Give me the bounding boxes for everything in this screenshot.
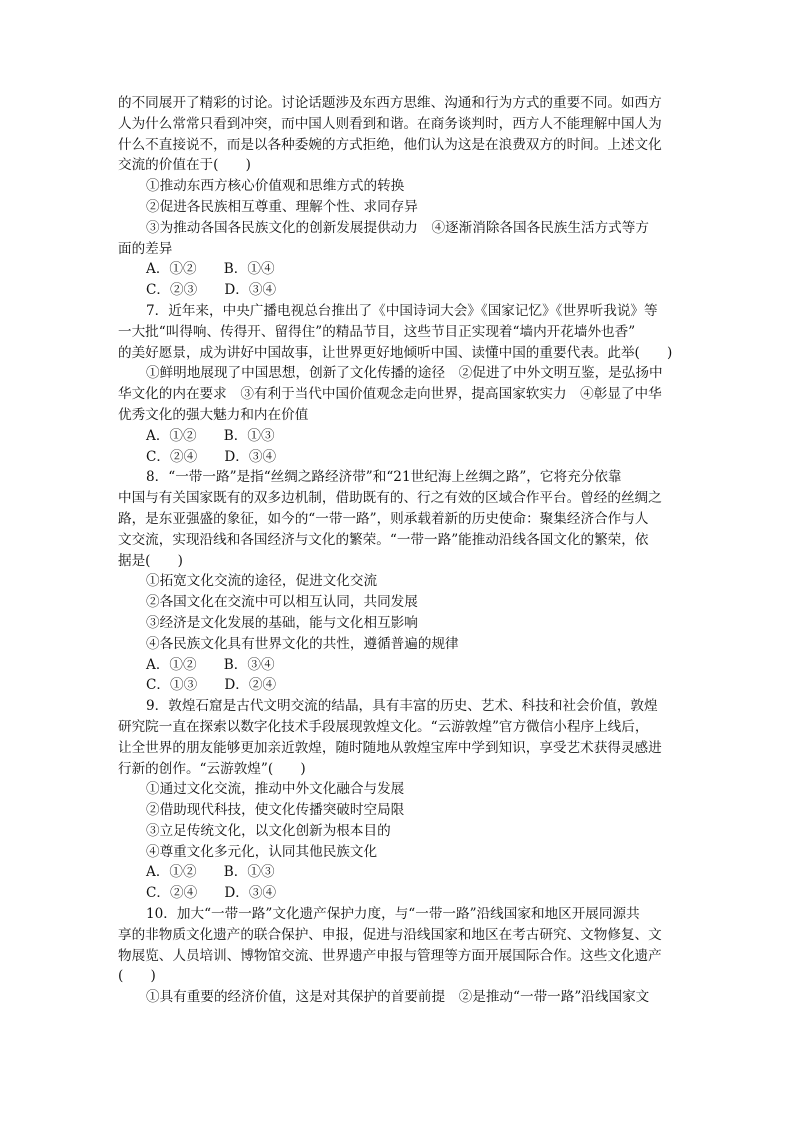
text-line: 让全世界的朋友能够更加亲近敦煌，随时随地从敦煌宝库中学到知识，享受艺术获得灵感进 [118,739,662,756]
text-line: 的不同展开了精彩的讨论。讨论话题涉及东西方思维、沟通和行为方式的重要不同。如西方 [118,95,662,111]
text-line: A．①② B．①③ [146,427,275,444]
text-line: C．②④ D．③④ [146,448,277,465]
text-line: C．②④ D．③④ [146,885,277,902]
text-line: ②各国文化在交流中可以相互认同，共同发展 [146,594,418,611]
text-line: 8．“一带一路”是指“丝绸之路经济带”和“21世纪海上丝绸之路”，它将充分依靠 [146,469,622,486]
text-line: ①具有重要的经济价值，这是对其保护的首要前提 ②是推动“一带一路”沿线国家文 [146,989,650,1006]
text-line: 10．加大“一带一路”文化遗产保护力度，与“一带一路”沿线国家和地区开展同源共 [146,906,640,923]
text-line: C．①③ D．②④ [146,677,277,694]
text-line: ③为推动各国各民族文化的创新发展提供动力 ④逐渐消除各国各民族生活方式等方 [146,219,649,236]
text-line: ③经济是文化发展的基础，能与文化相互影响 [146,614,418,631]
text-line: 华文化的内在要求 ③有利于当代中国价值观念走向世界，提高国家软实力 ④彰显了中华 [118,386,662,403]
text-line: ①推动东西方核心价值观和思维方式的转换 [146,178,405,195]
text-line: 交流的价值在于( ) [118,157,251,174]
text-line: C．②③ D．③④ [146,282,277,299]
text-line: 优秀文化的强大魅力和内在价值 [118,406,309,423]
text-line: 7．近年来，中央广播电视总台推出了《中国诗词大会》《国家记忆》《世界听我说》等 [146,302,658,319]
text-line: 行新的创作。“云游敦煌”( ) [118,760,306,777]
text-line: 一大批“叫得响、传得开、留得住”的精品节目，这些节目正实现着“墙内开花墙外也香” [118,323,636,340]
text-line: ②促进各民族相互尊重、理解个性、求同存异 [146,198,418,215]
text-line: 研究院一直在探索以数字化技术手段展现敦煌文化。“云游敦煌”官方微信小程序上线后， [118,718,649,735]
text-line: ④尊重文化多元化，认同其他民族文化 [146,843,378,860]
text-line: 面的差异 [118,240,173,257]
text-line: 人为什么常常只看到冲突，而中国人则看到和谐。在商务谈判时，西方人不能理解中国人为 [118,115,662,132]
text-line: ②借助现代科技，使文化传播突破时空局限 [146,802,405,819]
text-line: 物展览、人员培训、博物馆交流、世界遗产申报与管理等方面开展国际合作。这些文化遗产 [118,947,662,964]
text-line: 9．敦煌石窟是古代文明交流的结晶，具有丰富的历史、艺术、科技和社会价值，敦煌 [146,698,658,715]
text-line: ③立足传统文化，以文化创新为根本目的 [146,822,391,839]
text-line: 中国与有关国家既有的双多边机制，借助既有的、行之有效的区域合作平台。曾经的丝绸之 [118,490,662,507]
text-line: 据是( ) [118,552,183,569]
text-line: 享的非物质文化遗产的联合保护、申报，促进与沿线国家和地区在考古研究、文物修复、文 [118,926,662,943]
text-line: ①通过文化交流，推动中外文化融合与发展 [146,781,405,798]
text-line: A．①② B．③④ [146,656,275,673]
text-line: 的美好愿景，成为讲好中国故事，让世界更好地倾听中国、读懂中国的重要代表。此举( ) [118,344,673,361]
text-line: ①鲜明地展现了中国思想，创新了文化传播的途径 ②促进了中外文明互鉴，是弘扬中 [146,365,663,382]
text-line: 什么不直接说不，而是以各种委婉的方式拒绝，他们认为这是在浪费双方的时间。上述文化 [118,136,662,153]
text-line: ④各民族文化具有世界文化的共性，遵循普遍的规律 [146,635,459,652]
text-line: A．①② B．①④ [146,261,275,278]
text-line: 文交流，实现沿线和各国经济与文化的繁荣。“一带一路”能推动沿线各国文化的繁荣，依 [118,531,649,548]
text-line: 路，是东亚强盛的象征，如今的“一带一路”，则承载着新的历史使命：聚集经济合作与人 [118,510,649,527]
text-line: ( ) [118,968,156,985]
text-line: A．①② B．①③ [146,864,275,881]
text-line: ①拓宽文化交流的途径，促进文化交流 [146,573,378,590]
